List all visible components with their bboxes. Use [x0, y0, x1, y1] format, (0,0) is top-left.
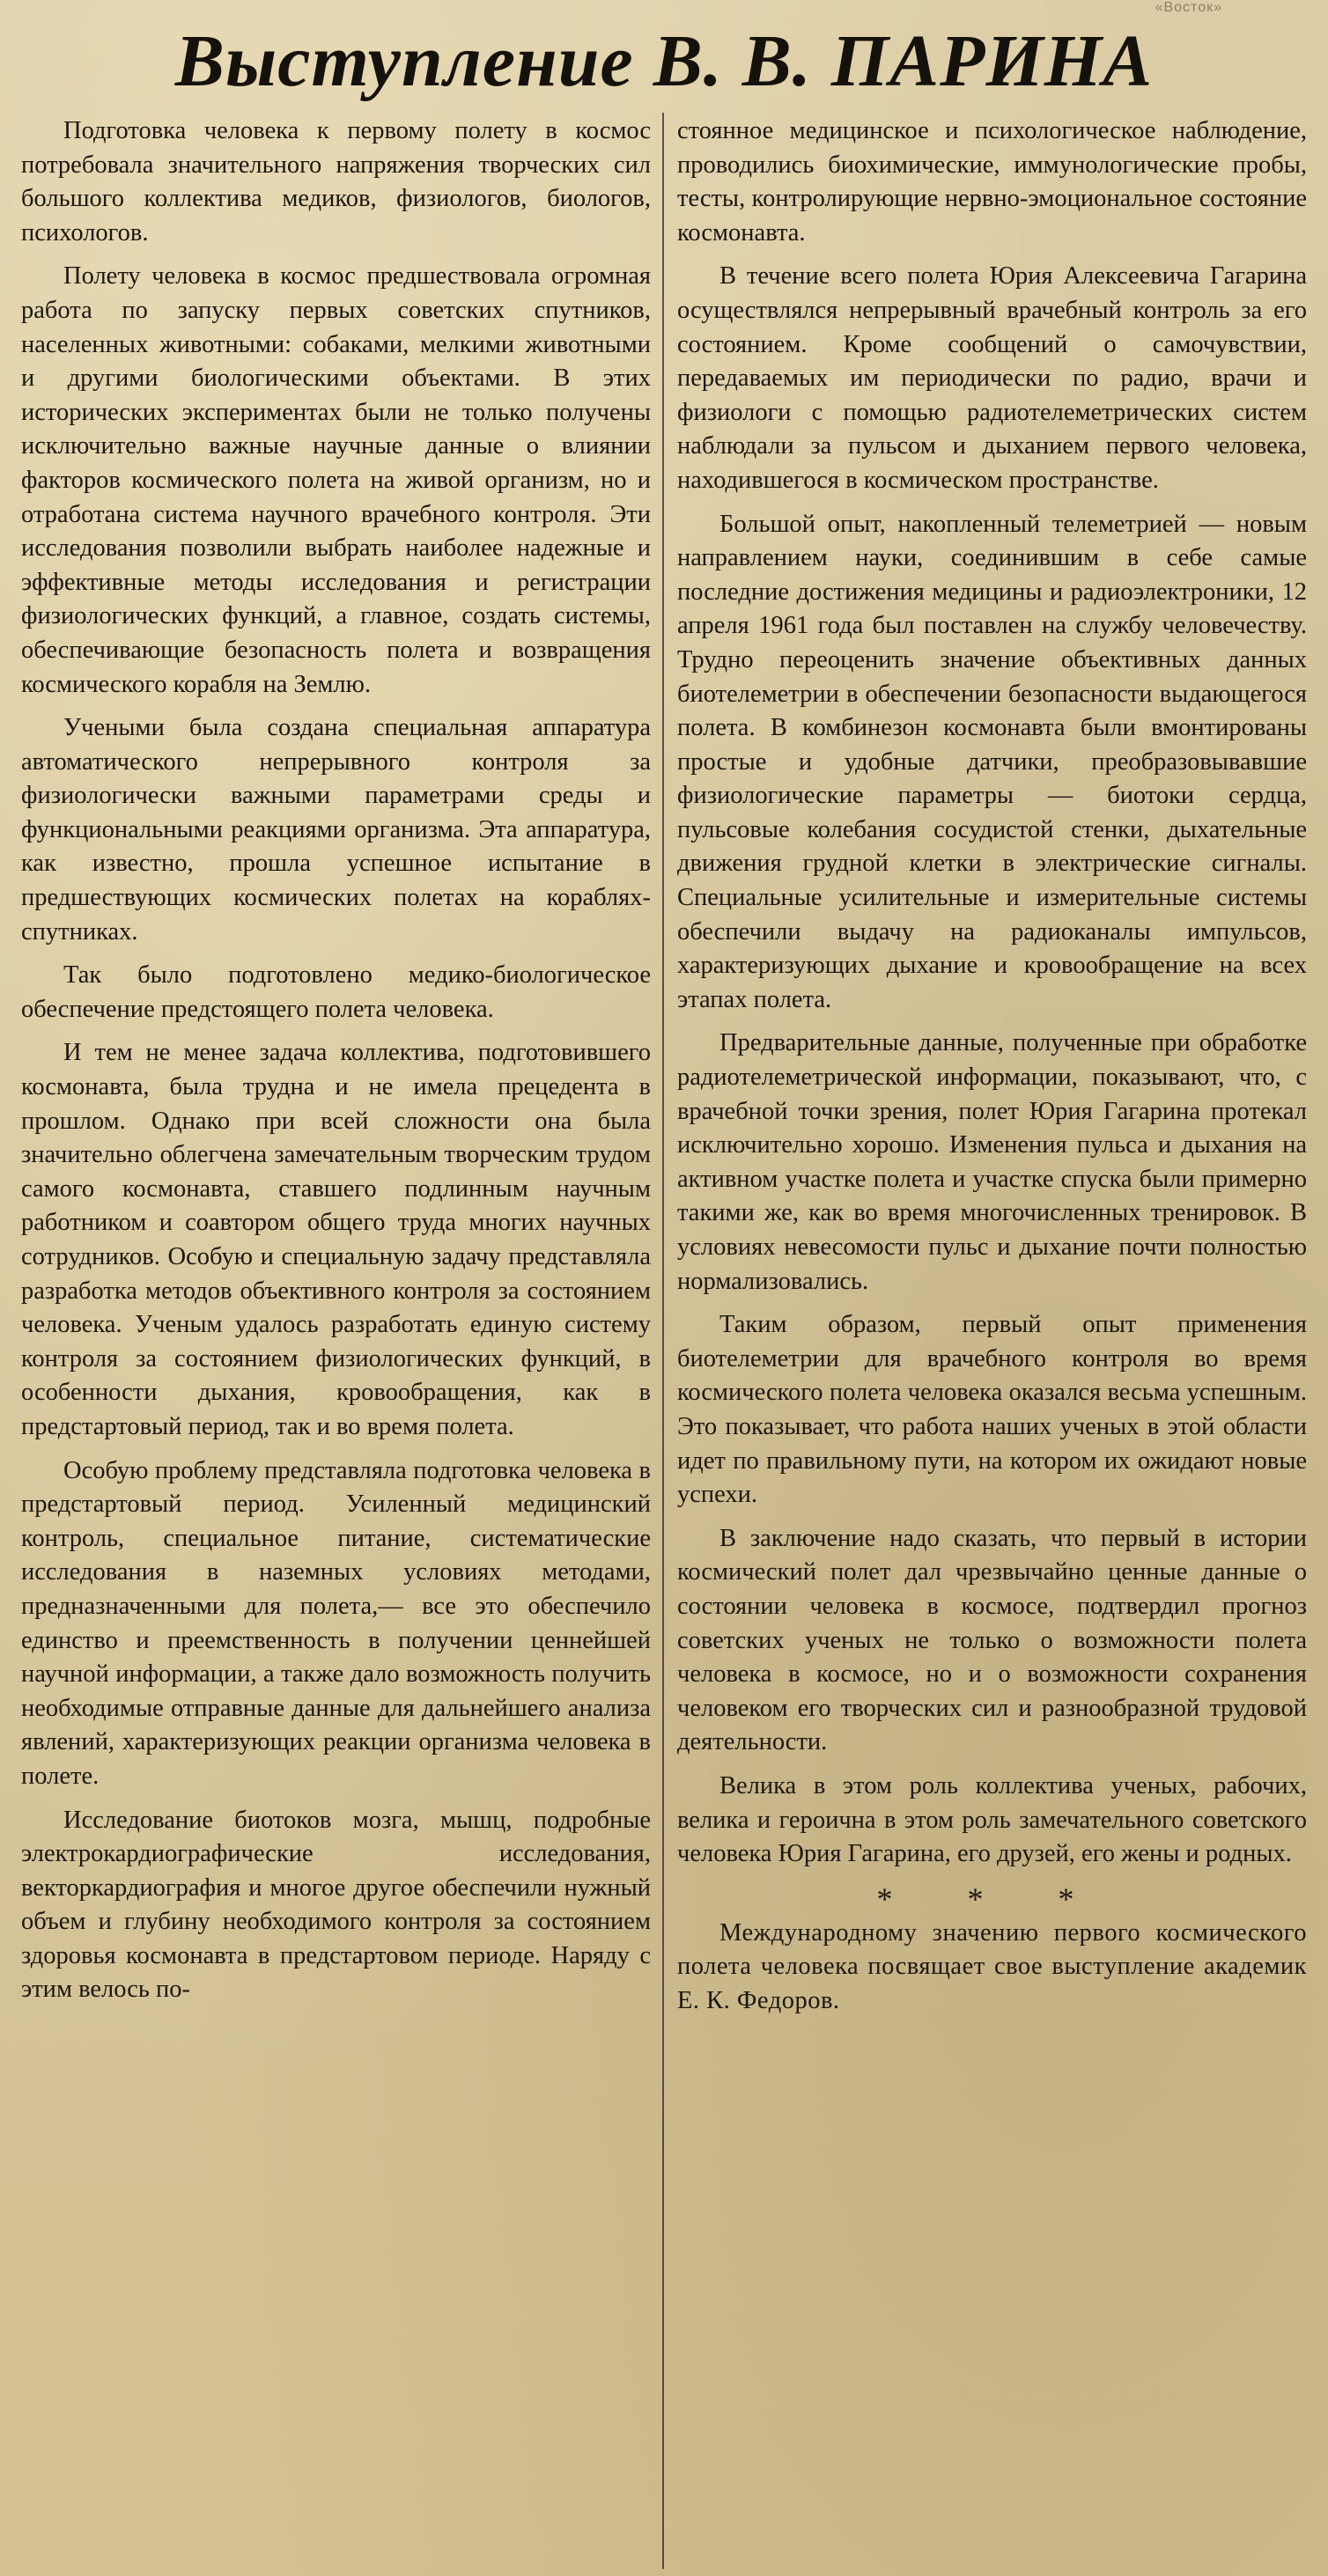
paragraph: Особую проблему представляла подготовка человека в предстартовый период. Усиленный медицинский контроль, специальное питание, систематические исследования в наземных условиях методами, предназначенными для полета,— все это обеспечило единство и преемственность в получении ценнейшей научной информации, а также дало возможность получить необходимые отправные данные для дальнейшего анализа явлений, характеризующих реакции организма человека в полете. — [21, 1456, 651, 1790]
paragraph: Таким образом, первый опыт применения биотелеметрии для врачебного контроля во время космического полета человека оказался весьма успешным. Это показывает, что работа наших ученых в этой области идет по правильному пути, на котором их ожидают новые успехи. — [677, 1311, 1307, 1509]
right-column — [677, 114, 1307, 2571]
paragraph: Предварительные данные, полученные при обработке радиотелеметрической информации, показывают, что, с врачебной точки зрения, полет Юрия Гагарина протекал исключительно хорошо. Изменения пульса и дыхания на активном участке полета и участке спуска были примерно такими же, как во время многочисленных тренировок. В условиях невесомости пульс и дыхание почти полностью нормализовались. — [677, 1029, 1307, 1295]
article-headline: Выступление В. В. ПАРИНА — [174, 20, 1154, 102]
paragraph: Большой опыт, накопленный телеметрией — новым направлением науки, соединившим в себе самые последние достижения медицины и радиоэлектроники, 12 апреля 1961 года был поставлен на службу человечеству. Трудно переоценить значение объективных данных биотелеметрии в обеспечении безопасности выдающегося полета. В комбинезон космонавта были вмонтированы простые и удобные датчики, преобразовывавшие физиологические параметры — биотоки сердца, пульсовые колебания сосудистой стенки, дыхательные движения грудной клетки в электрические сигналы. Специальные усилительные и измерительные системы обеспечили выдачу на радиоканалы импульсов, характеризующих дыхание и кровообращение на всех этапах полета. — [677, 510, 1307, 1013]
paragraph: В заключение надо сказать, что первый в истории космический полет дал чрезвычайно ценные данные о состоянии человека в космосе, подтвердил прогноз советских ученых не только о возможности полета человека в космосе, но и о возможности сохранения человеком его творческих сил и разнообразной трудовой деятельности. — [677, 1524, 1307, 1756]
paragraph: И тем не менее задача коллектива, подготовившего космонавта, была трудна и не имела прецедента в прошлом. Однако при всей сложности она была значительно облегчена замечательным творческим трудом самого космонавта, ставшего подлинным научным работником и соавтором общего труда многих научных сотрудников. Особую и специальную задачу представляла разработка методов объективного контроля за состоянием человека. Ученым удалось разработать единую систему контроля за состоянием физиологических функций, в особенности дыхания, кровообращения, как в предстартовый период, так и во время полета. — [21, 1039, 651, 1440]
paragraph: Полету человека в космос предшествовала огромная работа по запуску первых советских спутников, населенных животными: собаками, мелкими животными и другими биологическими объектами. В этих исторических экспериментах были не только получены исключительно важные научные данные о влиянии факторов космического полета на живой организм, но и отработана система научного врачебного контроля. Эти исследования позволили выбрать наиболее надежные и эффективные методы исследования и регистрации физиологических функций, а главное, создать системы, обеспечивающие безопасность полета и возвращения космического корабля на Землю. — [21, 262, 651, 698]
paragraph: В течение всего полета Юрия Алексеевича Гагарина осуществлялся непрерывный врачебный контроль за его состоянием. Кроме сообщений о самочувствии, передаваемых им периодически по радио, врачи и физиологи с помощью радиотелеметрических систем наблюдали за пульсом и дыханием первого человека, находившегося в космическом пространстве. — [677, 262, 1307, 494]
paragraph: Исследование биотоков мозга, мышц, подробные электрокардиографические исследования, векторкардиография и многое другое обеспечили нужный объем и глубину необходимого контроля за состоянием здоровья космонавта в предстартовом периоде. Наряду с этим велось по- — [21, 1806, 651, 2004]
article-body — [21, 114, 1307, 2571]
masthead-fragment: «Восток» — [1155, 0, 1222, 15]
paragraph: Велика в этом роль коллектива ученых, рабочих, велика и героична в этом роль замечательного советского человека Юрия Гагарина, его друзей, его жены и родных. — [677, 1771, 1307, 1868]
paragraph: Подготовка человека к первому полету в космос потребовала значительного напряжения творческих сил большого коллектива медиков, физиологов, биологов, психологов. — [21, 117, 651, 247]
closing-paragraph: Международному значению первого космического полета человека посвящает свое выступление академик Е. К. Федоров. — [677, 1918, 1307, 2014]
section-separator: * * * — [876, 1880, 1108, 1917]
paragraph-continued: стоянное медицинское и психологическое наблюдение, проводились биохимические, иммунологические пробы, тесты, контролирующие нервно-эмоциональное состояние космонавта. — [677, 117, 1307, 247]
paragraph: Учеными была создана специальная аппаратура автоматического непрерывного контроля за физиологически важными параметрами среды и функциональными реакциями организма. Эта аппаратура, как известно, прошла успешное испытание в предшествующих космических полетах на кораблях-спутниках. — [21, 714, 651, 946]
paragraph: Так было подготовлено медико-биологическое обеспечение предстоящего полета человека. — [21, 961, 651, 1023]
left-column — [21, 114, 651, 2571]
